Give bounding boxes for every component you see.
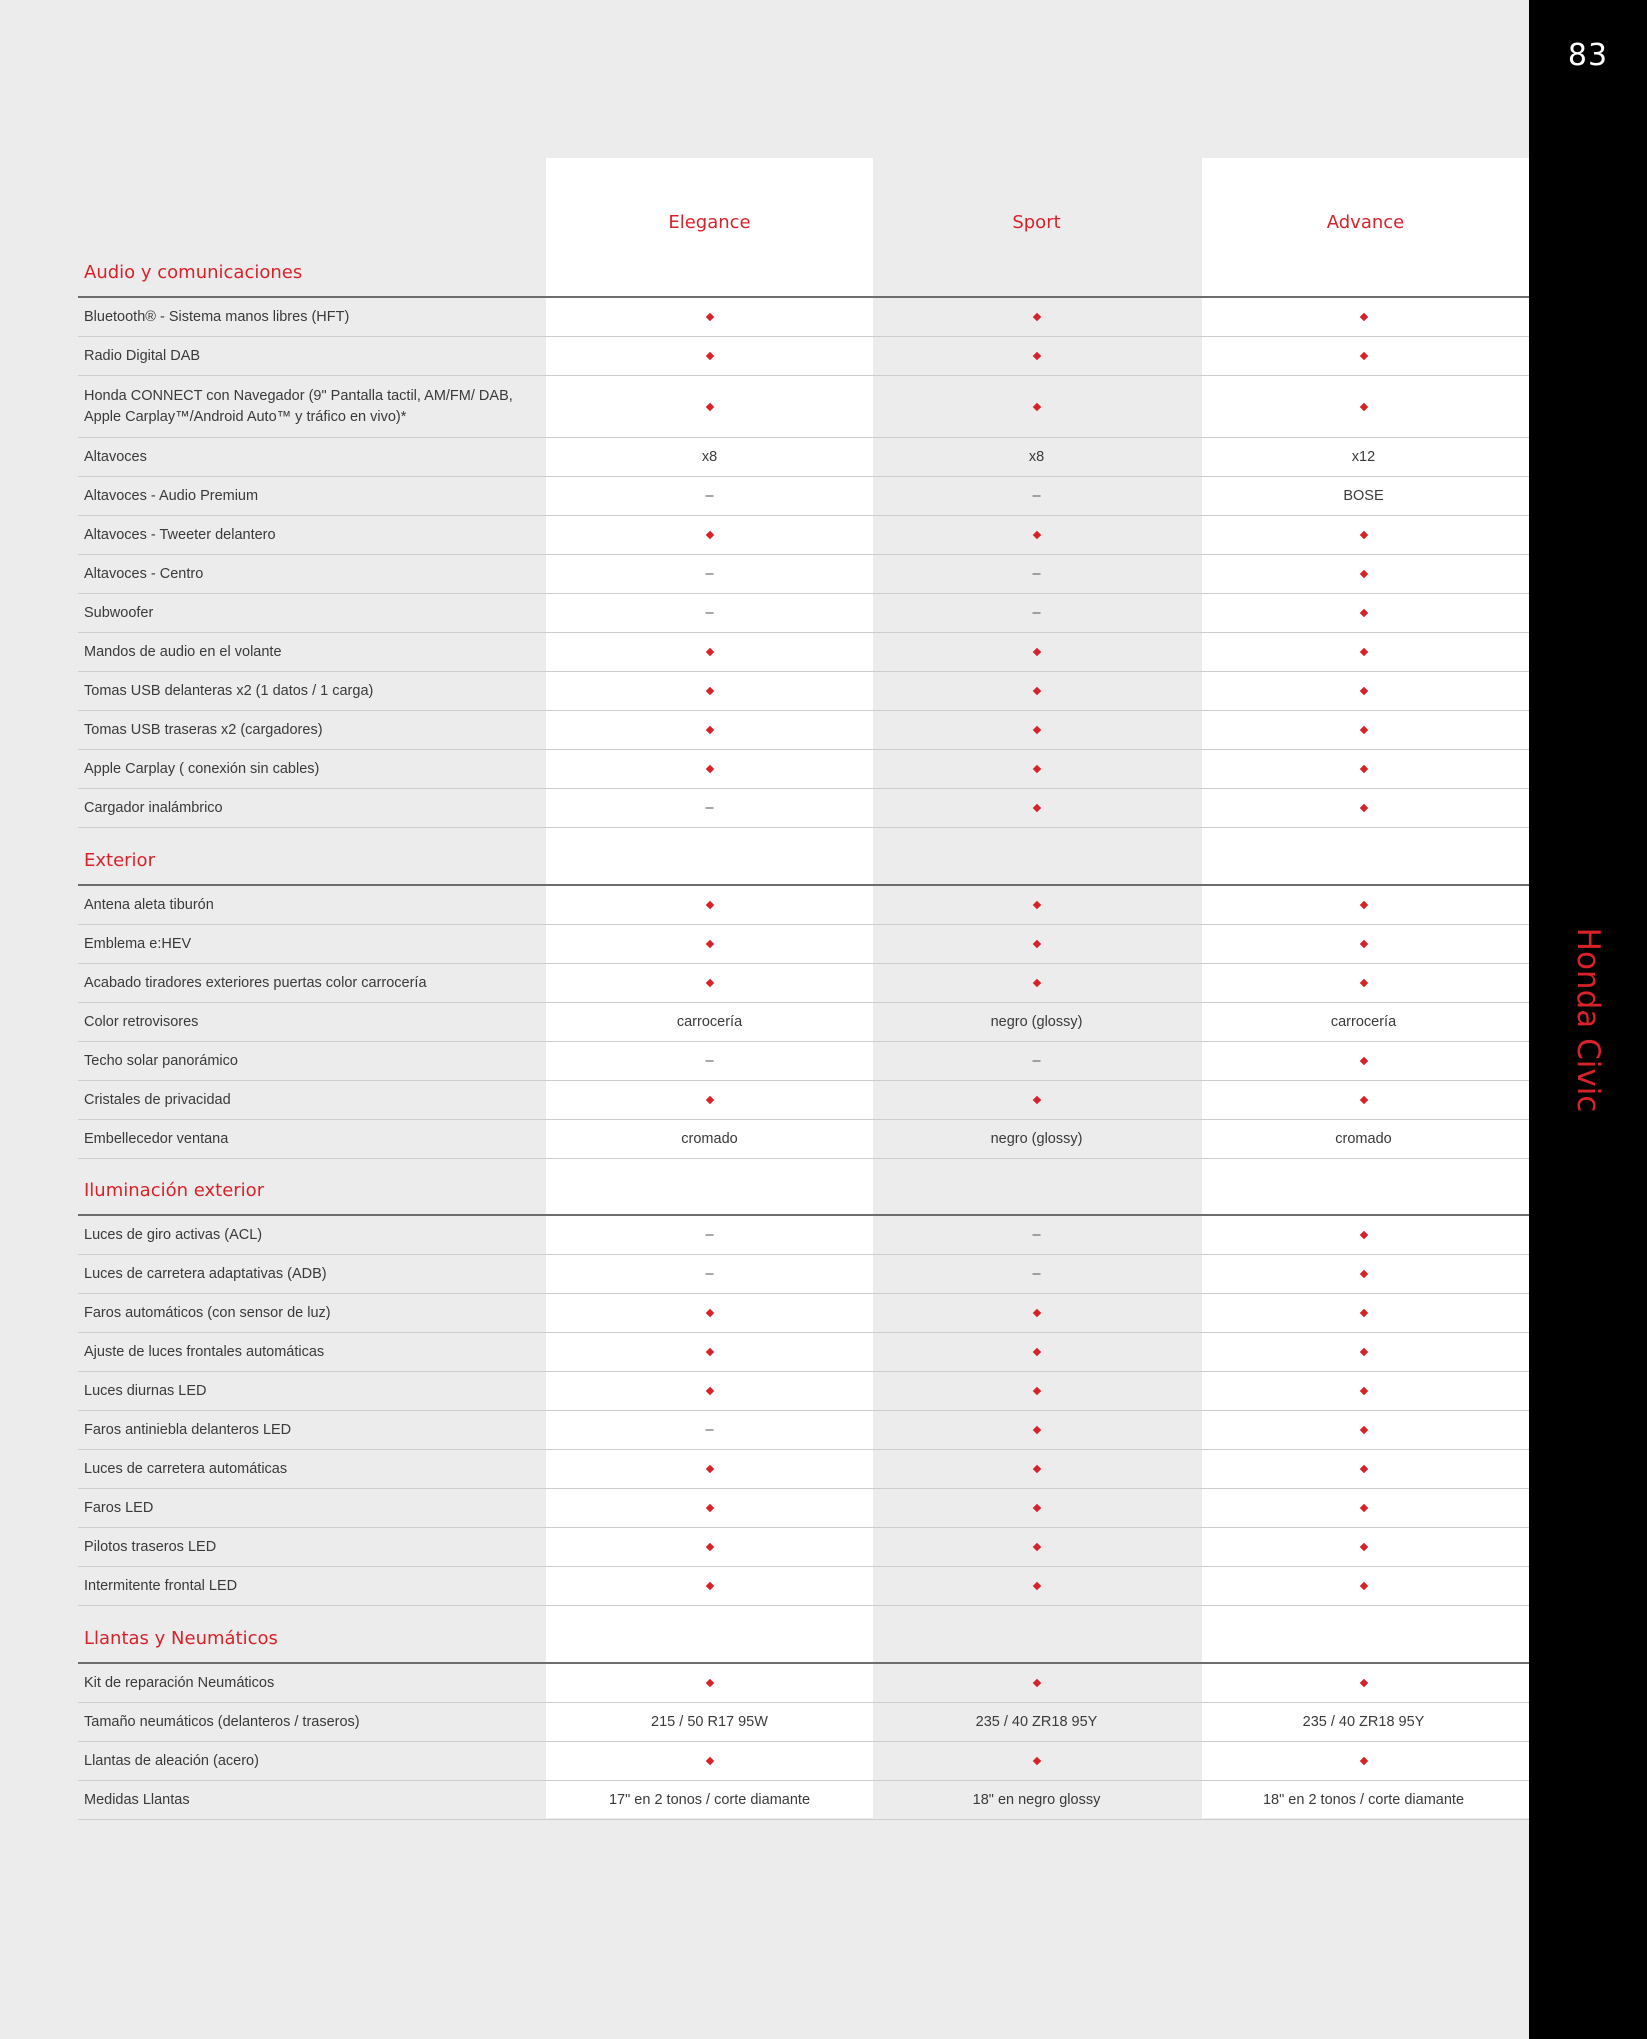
red-diamond-icon [1359, 1426, 1367, 1434]
value-cell [546, 1227, 873, 1243]
row-label: Faros antiniebla delanteros LED [84, 1421, 292, 1438]
table-row [78, 1081, 1529, 1120]
section-title: Llantas y Neumáticos [84, 1628, 278, 1649]
included-cell [1200, 1383, 1527, 1399]
included-cell [873, 348, 1200, 364]
included-cell [546, 897, 873, 913]
value-cell [546, 1422, 873, 1438]
value-cell [1200, 1131, 1527, 1147]
row-label: Cristales de privacidad [84, 1091, 231, 1108]
included-cell [546, 1753, 873, 1769]
included-cell [873, 1383, 1200, 1399]
page-number: 83 [1567, 38, 1609, 73]
included-cell [546, 975, 873, 991]
not-available-dash: – [1032, 566, 1041, 582]
red-diamond-icon [705, 687, 713, 695]
red-diamond-icon [1359, 313, 1367, 321]
red-diamond-icon [705, 726, 713, 734]
value-cell [546, 1131, 873, 1147]
side-title: Honda Civic [1570, 927, 1606, 1113]
included-cell [1200, 1500, 1527, 1516]
spec-section [78, 241, 1529, 828]
red-diamond-icon [1359, 1543, 1367, 1551]
included-cell [546, 1305, 873, 1321]
row-label: Tomas USB delanteras x2 (1 datos / 1 carga) [84, 682, 374, 699]
included-cell [873, 399, 1200, 415]
row-label: Luces de giro activas (ACL) [84, 1226, 263, 1243]
included-cell [1200, 897, 1527, 913]
cell-value: 215 / 50 R17 95W [651, 1714, 768, 1730]
not-available-dash: – [705, 566, 714, 582]
table-row [78, 477, 1529, 516]
value-cell [873, 1227, 1200, 1243]
red-diamond-icon [705, 1387, 713, 1395]
table-row [78, 337, 1529, 376]
red-diamond-icon [1359, 1348, 1367, 1356]
included-cell [873, 975, 1200, 991]
red-diamond-icon [1359, 765, 1367, 773]
red-diamond-icon [1359, 1231, 1367, 1239]
not-available-dash: – [1032, 605, 1041, 621]
value-cell [1200, 1014, 1527, 1030]
included-cell [546, 1383, 873, 1399]
value-cell [546, 1266, 873, 1282]
included-cell [873, 1753, 1200, 1769]
included-cell [1200, 1461, 1527, 1477]
value-cell [546, 800, 873, 816]
included-cell [873, 644, 1200, 660]
table-row [78, 1567, 1529, 1606]
included-cell [546, 309, 873, 325]
row-label: Altavoces - Audio Premium [84, 487, 259, 504]
included-cell [1200, 399, 1527, 415]
included-cell [546, 1461, 873, 1477]
row-label: Color retrovisores [84, 1013, 199, 1030]
included-cell [1200, 1053, 1527, 1069]
row-label: Pilotos traseros LED [84, 1538, 217, 1555]
red-diamond-icon [1359, 352, 1367, 360]
section-title: Audio y comunicaciones [84, 262, 303, 283]
table-row [78, 964, 1529, 1003]
red-diamond-icon [1032, 765, 1040, 773]
section-header [78, 241, 1529, 298]
included-cell [546, 722, 873, 738]
value-cell [546, 1714, 873, 1730]
table-row [78, 438, 1529, 477]
not-available-dash: – [705, 605, 714, 621]
red-diamond-icon [1032, 1757, 1040, 1765]
included-cell [546, 1500, 873, 1516]
table-row [78, 555, 1529, 594]
included-cell [873, 800, 1200, 816]
included-cell [1200, 761, 1527, 777]
included-cell [873, 761, 1200, 777]
not-available-dash: – [1032, 1053, 1041, 1069]
row-label: Mandos de audio en el volante [84, 643, 282, 660]
value-cell [546, 1053, 873, 1069]
row-label: Altavoces [84, 448, 147, 465]
included-cell [1200, 348, 1527, 364]
red-diamond-icon [1032, 1543, 1040, 1551]
red-diamond-icon [1359, 1309, 1367, 1317]
value-cell [546, 449, 873, 465]
red-diamond-icon [1359, 1387, 1367, 1395]
table-row [78, 1742, 1529, 1781]
row-label: Luces diurnas LED [84, 1382, 207, 1399]
row-label: Llantas de aleación (acero) [84, 1752, 259, 1769]
table-row [78, 1372, 1529, 1411]
table-row [78, 1255, 1529, 1294]
cell-value: x8 [701, 449, 718, 465]
red-diamond-icon [705, 1348, 713, 1356]
table-row [78, 1528, 1529, 1567]
spec-section [78, 829, 1529, 1159]
included-cell [1200, 722, 1527, 738]
value-cell [546, 1792, 873, 1808]
included-cell [546, 683, 873, 699]
included-cell [873, 1500, 1200, 1516]
red-diamond-icon [1359, 1096, 1367, 1104]
included-cell [873, 309, 1200, 325]
row-label: Apple Carplay ( conexión sin cables) [84, 760, 320, 777]
value-cell [1200, 488, 1527, 504]
red-diamond-icon [1032, 1309, 1040, 1317]
not-available-dash: – [705, 1266, 714, 1282]
included-cell [873, 1539, 1200, 1555]
row-label: Radio Digital DAB [84, 347, 201, 364]
row-label: Antena aleta tiburón [84, 896, 214, 913]
red-diamond-icon [1359, 687, 1367, 695]
red-diamond-icon [1359, 1679, 1367, 1687]
table-row [78, 1042, 1529, 1081]
included-cell [1200, 566, 1527, 582]
red-diamond-icon [1359, 648, 1367, 656]
table-row [78, 886, 1529, 925]
included-cell [1200, 1266, 1527, 1282]
row-label: Tamaño neumáticos (delanteros / traseros) [84, 1713, 360, 1730]
section-title: Iluminación exterior [84, 1180, 265, 1201]
included-cell [1200, 1092, 1527, 1108]
cell-value: carrocería [1330, 1014, 1397, 1030]
included-cell [873, 1092, 1200, 1108]
included-cell [873, 1344, 1200, 1360]
red-diamond-icon [705, 1096, 713, 1104]
included-cell [546, 399, 873, 415]
row-label: Acabado tiradores exteriores puertas color carrocería [84, 974, 427, 991]
table-row [78, 1294, 1529, 1333]
included-cell [546, 1539, 873, 1555]
table-row [78, 1489, 1529, 1528]
red-diamond-icon [705, 352, 713, 360]
cell-value: x12 [1351, 449, 1376, 465]
row-label: Altavoces - Tweeter delantero [84, 526, 276, 543]
value-cell [546, 605, 873, 621]
value-cell [873, 1792, 1200, 1808]
red-diamond-icon [1032, 1679, 1040, 1687]
included-cell [873, 1422, 1200, 1438]
red-diamond-icon [1359, 1465, 1367, 1473]
red-diamond-icon [1032, 804, 1040, 812]
not-available-dash: – [705, 1422, 714, 1438]
table-row [78, 1664, 1529, 1703]
row-label: Faros automáticos (con sensor de luz) [84, 1304, 331, 1321]
red-diamond-icon [705, 1543, 713, 1551]
red-diamond-icon [705, 979, 713, 987]
included-cell [873, 897, 1200, 913]
red-diamond-icon [1359, 402, 1367, 410]
included-cell [1200, 1344, 1527, 1360]
table-row [78, 376, 1529, 438]
red-diamond-icon [705, 313, 713, 321]
table-row [78, 1216, 1529, 1255]
not-available-dash: – [1032, 1266, 1041, 1282]
included-cell [873, 683, 1200, 699]
table-row [78, 1411, 1529, 1450]
value-cell [873, 488, 1200, 504]
table-row [78, 925, 1529, 964]
value-cell [1200, 1792, 1527, 1808]
red-diamond-icon [1359, 901, 1367, 909]
cell-value: carrocería [676, 1014, 743, 1030]
red-diamond-icon [1359, 726, 1367, 734]
included-cell [546, 527, 873, 543]
table-row [78, 750, 1529, 789]
row-label: Embellecedor ventana [84, 1130, 229, 1147]
red-diamond-icon [1359, 1582, 1367, 1590]
cell-value: negro (glossy) [990, 1014, 1083, 1030]
value-cell [1200, 449, 1527, 465]
red-diamond-icon [705, 765, 713, 773]
red-diamond-icon [705, 1465, 713, 1473]
section-header [78, 1159, 1529, 1216]
table-row [78, 594, 1529, 633]
table-row [78, 633, 1529, 672]
row-label: Altavoces - Centro [84, 565, 204, 582]
included-cell [1200, 644, 1527, 660]
value-cell [1200, 1714, 1527, 1730]
not-available-dash: – [705, 1053, 714, 1069]
included-cell [873, 936, 1200, 952]
red-diamond-icon [1359, 531, 1367, 539]
section-header [78, 829, 1529, 886]
column-header-advance: Advance [1326, 212, 1405, 233]
table-row [78, 1120, 1529, 1159]
red-diamond-icon [705, 1309, 713, 1317]
red-diamond-icon [1032, 352, 1040, 360]
value-cell [873, 605, 1200, 621]
table-row [78, 298, 1529, 337]
table-row [78, 1003, 1529, 1042]
not-available-dash: – [705, 1227, 714, 1243]
included-cell [873, 1578, 1200, 1594]
not-available-dash: – [705, 800, 714, 816]
section-title: Exterior [84, 850, 155, 871]
included-cell [546, 644, 873, 660]
included-cell [873, 527, 1200, 543]
included-cell [1200, 1539, 1527, 1555]
cell-value: BOSE [1343, 488, 1384, 504]
red-diamond-icon [1032, 1348, 1040, 1356]
value-cell [546, 488, 873, 504]
value-cell [546, 1014, 873, 1030]
red-diamond-icon [1032, 402, 1040, 410]
red-diamond-icon [705, 531, 713, 539]
red-diamond-icon [705, 1757, 713, 1765]
column-header-sport: Sport [1012, 212, 1061, 233]
cell-value: 18" en 2 tonos / corte diamante [1262, 1792, 1465, 1808]
value-cell [873, 1131, 1200, 1147]
value-cell [873, 1053, 1200, 1069]
row-label: Bluetooth® - Sistema manos libres (HFT) [84, 308, 350, 325]
included-cell [1200, 1227, 1527, 1243]
red-diamond-icon [1359, 1057, 1367, 1065]
included-cell [546, 1578, 873, 1594]
red-diamond-icon [1359, 979, 1367, 987]
red-diamond-icon [1359, 940, 1367, 948]
spec-section [78, 1607, 1529, 1820]
included-cell [873, 1305, 1200, 1321]
included-cell [1200, 936, 1527, 952]
not-available-dash: – [705, 488, 714, 504]
table-row [78, 516, 1529, 555]
included-cell [1200, 1305, 1527, 1321]
table-row [78, 1333, 1529, 1372]
red-diamond-icon [1032, 901, 1040, 909]
table-row [78, 672, 1529, 711]
red-diamond-icon [1032, 648, 1040, 656]
section-header [78, 1607, 1529, 1664]
cell-value: 18" en negro glossy [972, 1792, 1101, 1808]
not-available-dash: – [1032, 488, 1041, 504]
red-diamond-icon [705, 1679, 713, 1687]
red-diamond-icon [1359, 804, 1367, 812]
included-cell [546, 1092, 873, 1108]
value-cell [873, 1266, 1200, 1282]
row-label: Tomas USB traseras x2 (cargadores) [84, 721, 323, 738]
not-available-dash: – [1032, 1227, 1041, 1243]
cell-value: cromado [681, 1131, 738, 1147]
included-cell [873, 1675, 1200, 1691]
red-diamond-icon [1032, 531, 1040, 539]
row-label: Honda CONNECT con Navegador (9" Pantalla tactil, AM/FM/ DAB, Apple Carplay™/Android Auto™ y tráfico en vivo)* [84, 387, 513, 425]
red-diamond-icon [705, 648, 713, 656]
included-cell [546, 761, 873, 777]
row-label: Cargador inalámbrico [84, 799, 223, 816]
cell-value: 235 / 40 ZR18 95Y [1302, 1714, 1425, 1730]
red-diamond-icon [705, 1582, 713, 1590]
included-cell [873, 1461, 1200, 1477]
row-label: Faros LED [84, 1499, 154, 1516]
column-header-elegance: Elegance [668, 212, 751, 233]
table-row [78, 1781, 1529, 1820]
value-cell [873, 1714, 1200, 1730]
included-cell [546, 348, 873, 364]
table-row [78, 1703, 1529, 1742]
included-cell [1200, 1578, 1527, 1594]
red-diamond-icon [1032, 1504, 1040, 1512]
included-cell [1200, 975, 1527, 991]
included-cell [1200, 605, 1527, 621]
row-label: Medidas Llantas [84, 1791, 190, 1808]
row-label: Luces de carretera automáticas [84, 1460, 288, 1477]
red-diamond-icon [1359, 1504, 1367, 1512]
included-cell [546, 1675, 873, 1691]
red-diamond-icon [1359, 609, 1367, 617]
red-diamond-icon [1359, 1270, 1367, 1278]
red-diamond-icon [1032, 979, 1040, 987]
row-label: Subwoofer [84, 604, 154, 621]
included-cell [1200, 527, 1527, 543]
red-diamond-icon [1032, 313, 1040, 321]
included-cell [1200, 1753, 1527, 1769]
value-cell [873, 1014, 1200, 1030]
included-cell [1200, 1422, 1527, 1438]
included-cell [1200, 1675, 1527, 1691]
red-diamond-icon [1359, 570, 1367, 578]
red-diamond-icon [1032, 1465, 1040, 1473]
value-cell [873, 566, 1200, 582]
included-cell [1200, 800, 1527, 816]
cell-value: 235 / 40 ZR18 95Y [975, 1714, 1098, 1730]
cell-value: 17" en 2 tonos / corte diamante [608, 1792, 811, 1808]
red-diamond-icon [1032, 726, 1040, 734]
row-label: Luces de carretera adaptativas (ADB) [84, 1265, 327, 1282]
red-diamond-icon [1032, 1096, 1040, 1104]
spec-section [78, 1159, 1529, 1606]
table-row [78, 789, 1529, 828]
red-diamond-icon [1032, 940, 1040, 948]
side-title-wrap [1529, 910, 1647, 1130]
cell-value: negro (glossy) [990, 1131, 1083, 1147]
red-diamond-icon [1032, 1582, 1040, 1590]
red-diamond-icon [705, 940, 713, 948]
included-cell [546, 936, 873, 952]
row-label: Emblema e:HEV [84, 935, 192, 952]
table-row [78, 711, 1529, 750]
row-label: Ajuste de luces frontales automáticas [84, 1343, 325, 1360]
red-diamond-icon [705, 901, 713, 909]
included-cell [546, 1344, 873, 1360]
red-diamond-icon [1032, 1387, 1040, 1395]
included-cell [1200, 309, 1527, 325]
row-label: Techo solar panorámico [84, 1052, 238, 1069]
value-cell [546, 566, 873, 582]
included-cell [1200, 683, 1527, 699]
red-diamond-icon [705, 1504, 713, 1512]
cell-value: x8 [1028, 449, 1045, 465]
red-diamond-icon [705, 402, 713, 410]
row-label: Intermitente frontal LED [84, 1577, 238, 1594]
included-cell [873, 722, 1200, 738]
red-diamond-icon [1359, 1757, 1367, 1765]
value-cell [873, 449, 1200, 465]
red-diamond-icon [1032, 1426, 1040, 1434]
table-row [78, 1450, 1529, 1489]
row-label: Kit de reparación Neumáticos [84, 1674, 275, 1691]
red-diamond-icon [1032, 687, 1040, 695]
cell-value: cromado [1335, 1131, 1392, 1147]
